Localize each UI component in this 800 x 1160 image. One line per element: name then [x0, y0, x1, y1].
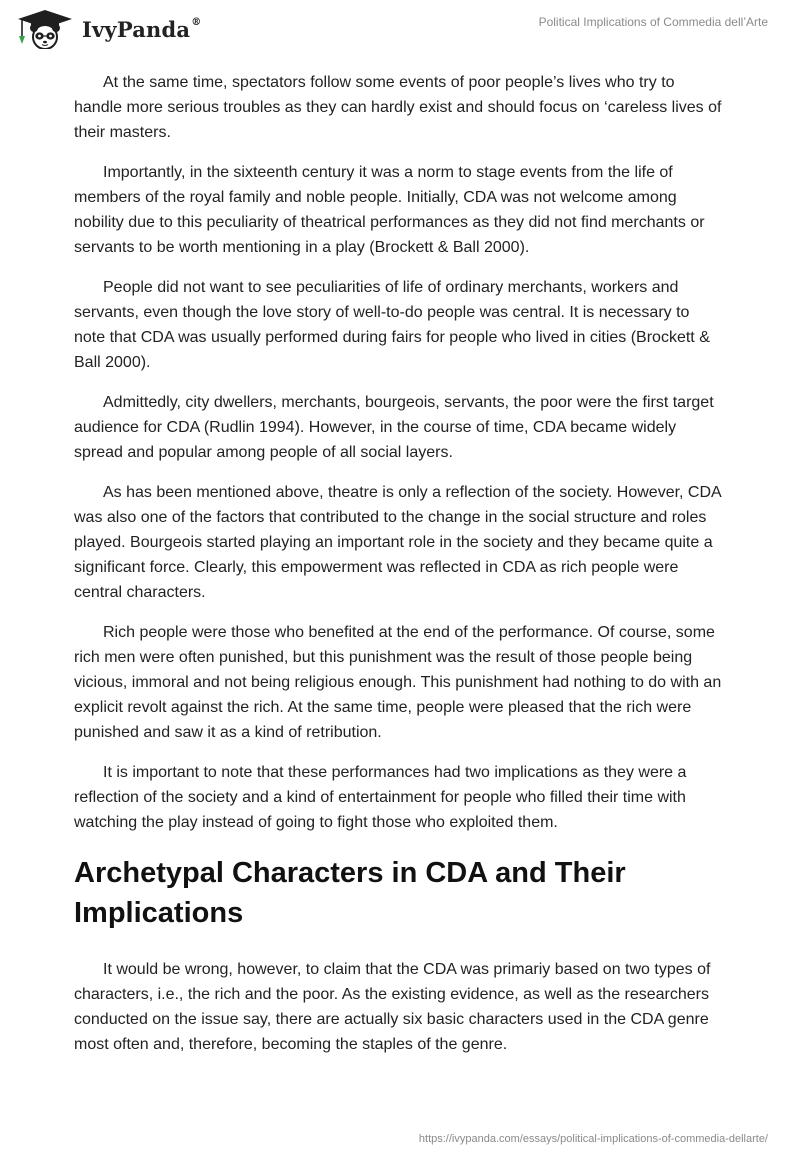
article-body — [74, 70, 724, 1072]
document-title: Political Implications of Commedia dell’Arte — [538, 15, 768, 29]
brand-name: IvyPanda® — [82, 16, 202, 42]
paragraph: It would be wrong, however, to claim that the CDA was primariy based on two types of characters, i.e., the rich and the poor. As the existing evidence, as well as the researchers conducted on the issue say, there are actually six basic characters used in the CDA genre most often and, therefore, becoming the staples of the genre. — [74, 961, 711, 1053]
page-header — [0, 0, 800, 70]
ivypanda-logo[interactable] — [14, 9, 201, 49]
paragraph: It is important to note that these performances had two implications as they were a reflection of the society and a kind of entertainment for people who filled their time with watching the play instead of going to fight those who exploited them. — [74, 764, 687, 831]
paragraph: Importantly, in the sixteenth century it was a norm to stage events from the life of members of the royal family and noble people. Initially, CDA was not welcome among nobility due to this peculiarity of theatrical performances as they did not find merchants or servants to be worth mentioning in a play (Brockett & Ball 2000). — [74, 164, 705, 256]
panda-graduate-icon — [14, 9, 76, 49]
paragraph: Rich people were those who benefited at the end of the performance. Of course, some rich men were often punished, but this punishment was the result of those people being vicious, immoral and not being religious enough. This punishment had nothing to do with an explicit revolt against the rich. At the same time, people were pleased that the rich were punished and saw it as a kind of retribution. — [74, 624, 722, 741]
paragraph: Admittedly, city dwellers, merchants, bourgeois, servants, the poor were the first target audience for CDA (Rudlin 1994). However, in the course of time, CDA became widely spread and popular among people of all social layers. — [74, 394, 714, 461]
source-url[interactable]: https://ivypanda.com/essays/political-implications-of-commedia-dellarte/ — [418, 1133, 768, 1145]
paragraph: People did not want to see peculiarities of life of ordinary merchants, workers and servants, even though the love story of well-to-do people was central. It is necessary to note that CDA was usually performed during fairs for people who lived in cities (Brockett & Ball 2000). — [74, 279, 710, 371]
paragraph: At the same time, spectators follow some events of poor people’s lives who try to handle more serious troubles as they can hardly exist and should focus on ‘careless lives of their masters. — [74, 74, 722, 141]
section-heading: Archetypal Characters in CDA and Their Implications — [74, 857, 626, 929]
paragraph: As has been mentioned above, theatre is only a reflection of the society. However, CDA was also one of the factors that contributed to the change in the social structure and roles played. Bourgeois started playing an important role in the society and they became quite a significant force. Clearly, this empowerment was reflected in CDA as rich people were central characters. — [74, 484, 721, 601]
